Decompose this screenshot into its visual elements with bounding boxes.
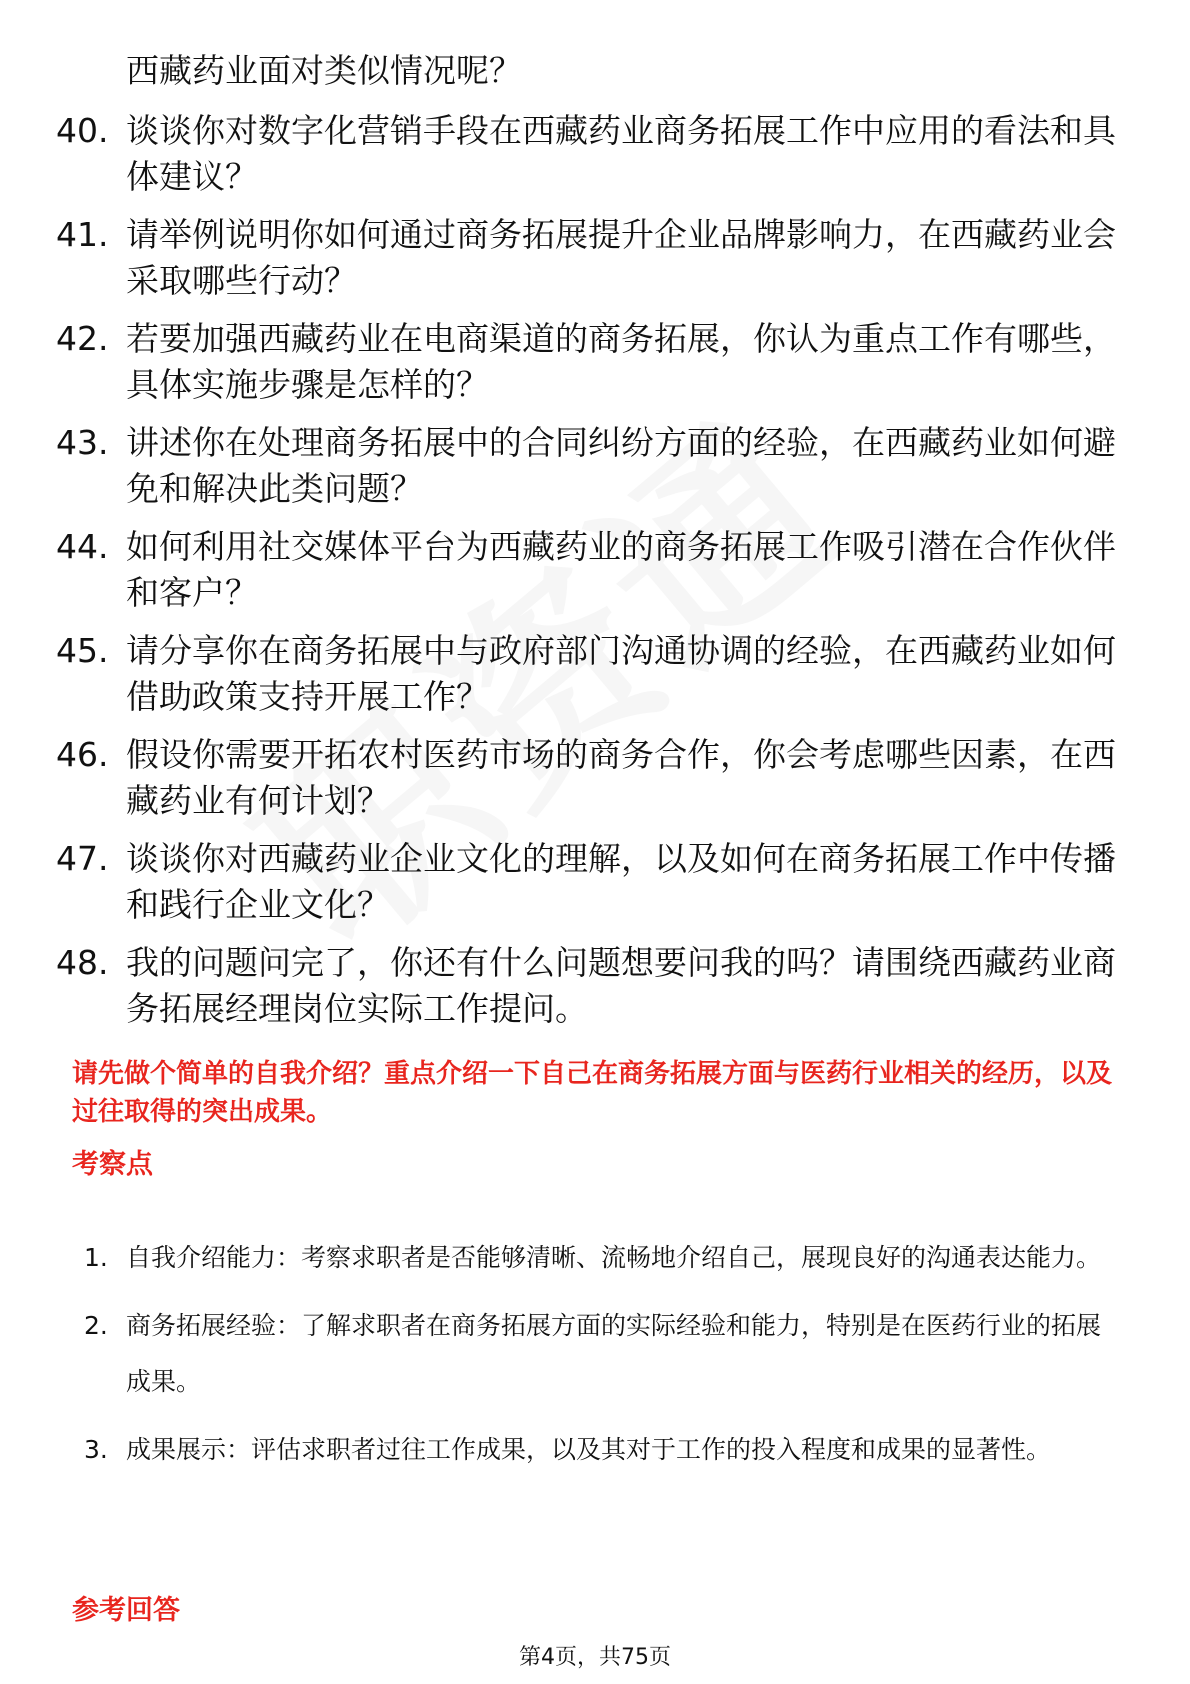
assessment-point-list (84, 1230, 1114, 1490)
point-text: 成果展示：评估求职者过往工作成果，以及其对于工作的投入程度和成果的显著性。 (126, 1435, 1052, 1464)
interview-prompt: 请先做个简单的自我介绍？重点介绍一下自己在商务拓展方面与医药行业相关的经历，以及过往取得的突出成果。 (72, 1059, 1113, 1127)
page-footer: 第4页，共75页 (519, 1645, 671, 1670)
section-title-assessment-points: 考察点 (72, 1149, 153, 1180)
question-text: 我的问题问完了，你还有什么问题想要问我的吗？请围绕西藏药业商务拓展经理岗位实际工作提问。 (126, 943, 1116, 1028)
question-text: 请分享你在商务拓展中与政府部门沟通协调的经验，在西藏药业如何借助政策支持开展工作？ (126, 631, 1116, 716)
question-number: 46. (56, 735, 109, 774)
question-list (56, 108, 1116, 1044)
list-item (56, 212, 1116, 304)
point-text: 商务拓展经验：了解求职者在商务拓展方面的实际经验和能力，特别是在医药行业的拓展成果。 (126, 1311, 1102, 1396)
point-number: 3. (84, 1435, 108, 1464)
list-item (84, 1422, 1114, 1478)
list-item (84, 1230, 1114, 1286)
question-number: 45. (56, 631, 109, 670)
list-item (56, 108, 1116, 200)
point-text: 自我介绍能力：考察求职者是否能够清晰、流畅地介绍自己，展现良好的沟通表达能力。 (126, 1243, 1102, 1272)
question-number: 42. (56, 319, 109, 358)
point-number: 2. (84, 1311, 108, 1340)
list-item (56, 628, 1116, 720)
question-text: 讲述你在处理商务拓展中的合同纠纷方面的经验，在西藏药业如何避免和解决此类问题？ (126, 423, 1116, 508)
question-continuation: 西藏药业面对类似情况呢？ (126, 51, 522, 90)
list-item (56, 524, 1116, 616)
question-number: 41. (56, 215, 109, 254)
question-number: 40. (56, 111, 109, 150)
question-number: 48. (56, 943, 109, 982)
point-number: 1. (84, 1243, 108, 1272)
question-number: 43. (56, 423, 109, 462)
list-item (84, 1298, 1114, 1410)
question-text: 假设你需要开拓农村医药市场的商务合作，你会考虑哪些因素，在西藏药业有何计划？ (126, 735, 1116, 820)
question-text: 谈谈你对西藏药业企业文化的理解，以及如何在商务拓展工作中传播和践行企业文化？ (126, 839, 1116, 924)
question-text: 若要加强西藏药业在电商渠道的商务拓展，你认为重点工作有哪些，具体实施步骤是怎样的？ (126, 319, 1116, 404)
list-item (56, 420, 1116, 512)
question-text: 如何利用社交媒体平台为西藏药业的商务拓展工作吸引潜在合作伙伴和客户？ (126, 527, 1116, 612)
list-item (56, 940, 1116, 1032)
list-item (56, 316, 1116, 408)
question-text: 请举例说明你如何通过商务拓展提升企业品牌影响力，在西藏药业会采取哪些行动？ (126, 215, 1116, 300)
list-item (56, 836, 1116, 928)
question-number: 47. (56, 839, 109, 878)
section-title-reference-answer: 参考回答 (72, 1595, 180, 1626)
question-number: 44. (56, 527, 109, 566)
question-text: 谈谈你对数字化营销手段在西藏药业商务拓展工作中应用的看法和具体建议？ (126, 111, 1116, 196)
list-item (56, 732, 1116, 824)
